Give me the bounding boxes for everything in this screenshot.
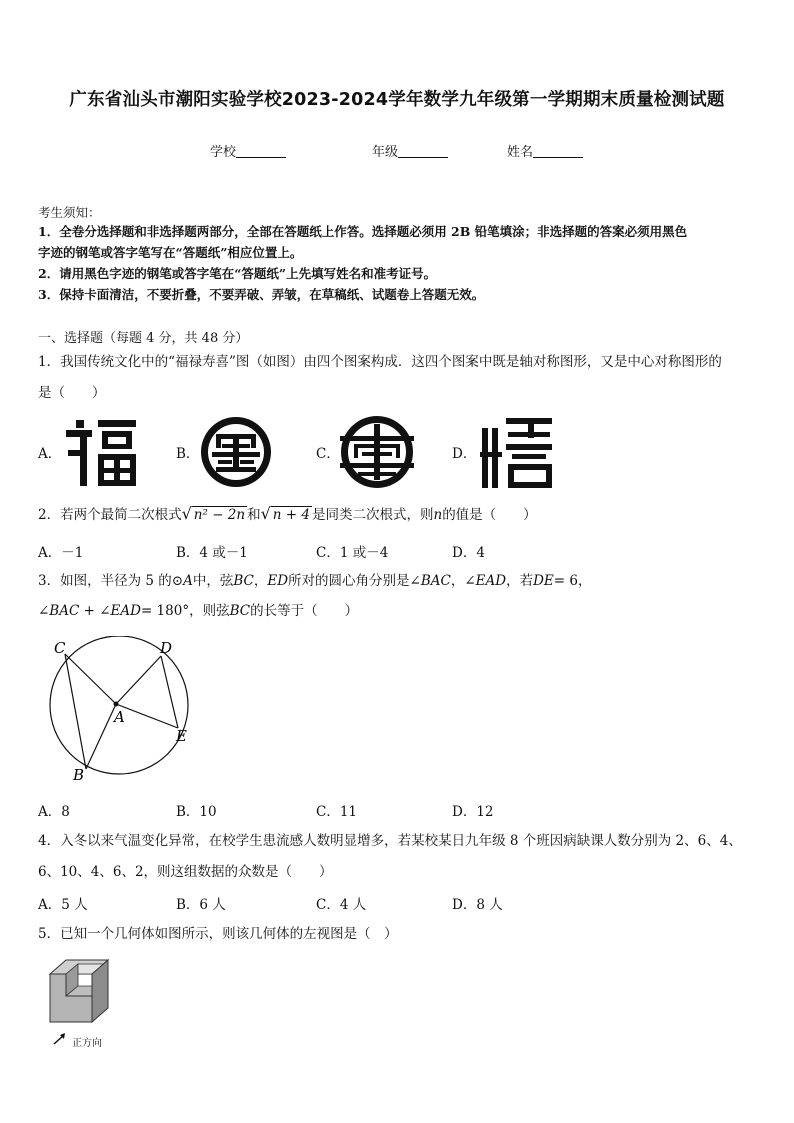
q4-option-b[interactable]: B．6 人 (176, 897, 226, 913)
q3-text: = 180°，则弦 (140, 603, 230, 619)
q2-option-d[interactable]: D．4 (452, 545, 485, 561)
lu-medallion-icon (198, 414, 274, 490)
q5-line-1: 5．已知一个几何体如图所示，则该几何体的左视图是（ ） (38, 926, 398, 942)
q2-stem-pre: 2．若两个最简二次根式 (38, 507, 182, 523)
q3-option-a[interactable]: A．8 (38, 804, 70, 820)
notice-line-2: 2．请用黑色字迹的钢笔或答字笔在“答题纸”上先填写姓名和准考证号。 (38, 266, 437, 281)
q3-circle-center: A (183, 573, 193, 589)
q3-line-2 (38, 601, 358, 621)
label-c: C (54, 639, 66, 657)
q3-option-c[interactable]: C．11 (316, 804, 358, 820)
section-title: 一、选择题（每题 4 分，共 48 分） (38, 331, 249, 346)
q3-text: 中，弦 (192, 573, 234, 589)
q3-angle-sum: ∠BAC + ∠EAD (38, 603, 141, 619)
q1-line-1: 1．我国传统文化中的“福禄寿喜”图（如图）由四个图案构成．这四个图案中既是轴对称图形，又是中心对称图形的 (38, 354, 722, 370)
label-a: A (114, 708, 125, 726)
school-blank[interactable] (236, 145, 286, 158)
q2-option-b[interactable]: B．4 或－1 (176, 545, 248, 561)
q3-chord-bc: BC (233, 573, 254, 589)
q2-radicand-2: n + 4 (272, 507, 310, 523)
q3-text: ， (253, 573, 268, 589)
q4-option-d[interactable]: D．8 人 (452, 897, 503, 913)
grade-label: 年级 (372, 145, 399, 160)
q1-option-c-label[interactable]: C． (316, 446, 340, 462)
q4-line-1: 4．入冬以来气温变化异常，在校学生患流感人数明显增多，若某校某日九年级 8 个班因病缺课人数分别为 2、6、4、 (38, 833, 742, 849)
name-blank[interactable] (533, 145, 583, 158)
q2-variable: n (433, 507, 443, 523)
q3-angle-bac: ∠BAC (409, 573, 451, 589)
q4-line-2: 6、10、4、6、2，则这组数据的众数是（ ） (38, 864, 333, 880)
grade-field[interactable] (372, 141, 448, 160)
direction-arrow-icon (52, 1032, 68, 1046)
q2-stem: 2．若两个最简二次根式√ n² − 2n 和√ n + 4 是同类二次根式，则n的值是（ ） (38, 504, 537, 523)
name-label: 姓名 (507, 145, 534, 160)
school-label: 学校 (210, 145, 237, 160)
q4-option-c[interactable]: C．4 人 (316, 897, 367, 913)
notice-heading: 考生须知： (38, 205, 101, 220)
q1-option-a-label[interactable]: A． (38, 446, 62, 462)
notice-line-1: 1．全卷分选择题和非选择题两部分，全部在答题纸上作答。选择题必须用 2B 铅笔填涂；非选择题的答案必须用黑色 (38, 224, 688, 239)
q2-radicand-1: n² − 2n (193, 507, 246, 523)
direction-label: 正方向 (72, 1038, 102, 1049)
q3-de: DE (533, 573, 554, 589)
name-field[interactable] (507, 141, 583, 160)
q2-stem-end: 的值是（ ） (442, 507, 537, 523)
fu-character-icon (62, 416, 140, 488)
q3-chord-bc: BC (229, 603, 251, 619)
q2-option-a[interactable]: A．－1 (38, 545, 84, 561)
q4-option-a[interactable]: A．5 人 (38, 897, 88, 913)
q5-solid-figure (46, 956, 112, 1028)
q3-text: ，若 (506, 573, 534, 589)
label-e: E (176, 727, 187, 745)
q3-line-1 (38, 571, 591, 591)
q1-option-d-label[interactable]: D． (452, 446, 477, 462)
q3-circle-diagram (40, 636, 200, 786)
q1-line-2: 是（ ） (38, 385, 106, 401)
q3-chord-ed: ED (267, 573, 289, 589)
q2-option-c[interactable]: C．1 或－4 (316, 545, 389, 561)
q3-text: 所对的圆心角分别是 (288, 573, 410, 589)
q3-text: ， (450, 573, 465, 589)
label-d: D (160, 639, 173, 657)
q2-stem-mid: 和 (247, 507, 261, 523)
q3-text: = 6， (553, 573, 592, 589)
label-b: B (73, 766, 85, 784)
q3-text: 的长等于（ ） (250, 603, 359, 619)
q3-angle-ead: ∠EAD (464, 573, 507, 589)
notice-line-3: 3．保持卡面清洁，不要折叠，不要弄破、弄皱，在草稿纸、试题卷上答题无效。 (38, 287, 485, 302)
q3-text: 3．如图，半径为 5 的⊙ (38, 573, 184, 589)
shou-medallion-icon (336, 414, 418, 490)
q3-option-b[interactable]: B．10 (176, 804, 217, 820)
grade-blank[interactable] (398, 145, 448, 158)
q1-option-b-label[interactable]: B． (176, 446, 200, 462)
q3-option-d[interactable]: D．12 (452, 804, 494, 820)
xi-character-icon (478, 414, 556, 490)
notice-line-1b: 字迹的钢笔或答字笔写在“答题纸”相应位置上。 (38, 245, 303, 260)
page-title: 广东省汕头市潮阳实验学校2023-2024学年数学九年级第一学期期末质量检测试题 (69, 90, 725, 110)
q2-stem-post: 是同类二次根式，则 (311, 507, 434, 523)
school-field[interactable] (210, 141, 286, 160)
